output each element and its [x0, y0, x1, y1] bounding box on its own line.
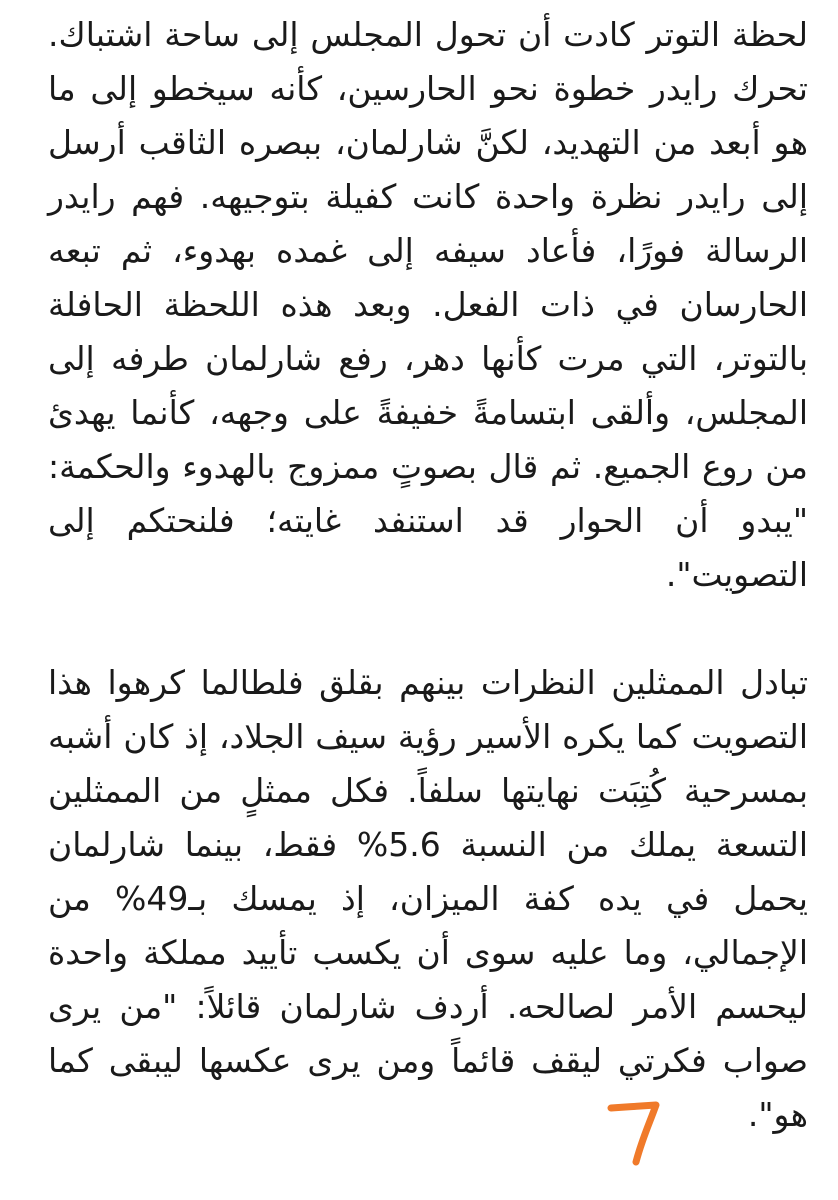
handwritten-seven-icon: [603, 1092, 663, 1172]
paragraph-2: تبادل الممثلين النظرات بينهم بقلق فلطالما كرهوا هذا التصويت كما يكره الأسير رؤية سيف الجلاد، إذ كان أشبه بمسرحية كُتِبَت نهايتها سلفاً. فكل ممثلٍ من الممثلين التسعة يملك من النسبة 5.6% فقط، بينما شارلمان يحمل في يده كفة الميزان، إذ يمسك بـ49% من الإجمالي، وما عليه سوى أن يكسب تأييد مملكة واحدة ليحسم الأمر لصالحه. أردف شارلمان قائلاً: "من يرى صواب فكرتي ليقف قائماً ومن يرى عكسها ليبقى كما هو".: [48, 663, 808, 1134]
page-number-text: [603, 1172, 604, 1173]
page-number: [603, 1092, 663, 1172]
paragraph-1: لحظة التوتر كادت أن تحول المجلس إلى ساحة اشتباك. تحرك رايدر خطوة نحو الحارسين، كأنه سيخطو إلى ما هو أبعد من التهديد، لكنَّ شارلمان، ببصره الثاقب أرسل إلى رايدر نظرة واحدة كانت كفيلة بتوجيهه. فهم رايدر الرسالة فورًا، فأعاد سيفه إلى غمده بهدوء، ثم تبعه الحارسان في ذات الفعل. وبعد هذه اللحظة الحافلة بالتوتر، التي مرت كأنها دهر، رفع شارلمان طرفه إلى المجلس، وألقى ابتسامةً خفيفةً على وجهه، كأنما يهدئ من روع الجميع. ثم قال بصوتٍ ممزوج بالهدوء والحكمة: "يبدو أن الحوار قد استنفد غايته؛ فلنحتكم إلى التصويت".: [48, 15, 808, 594]
